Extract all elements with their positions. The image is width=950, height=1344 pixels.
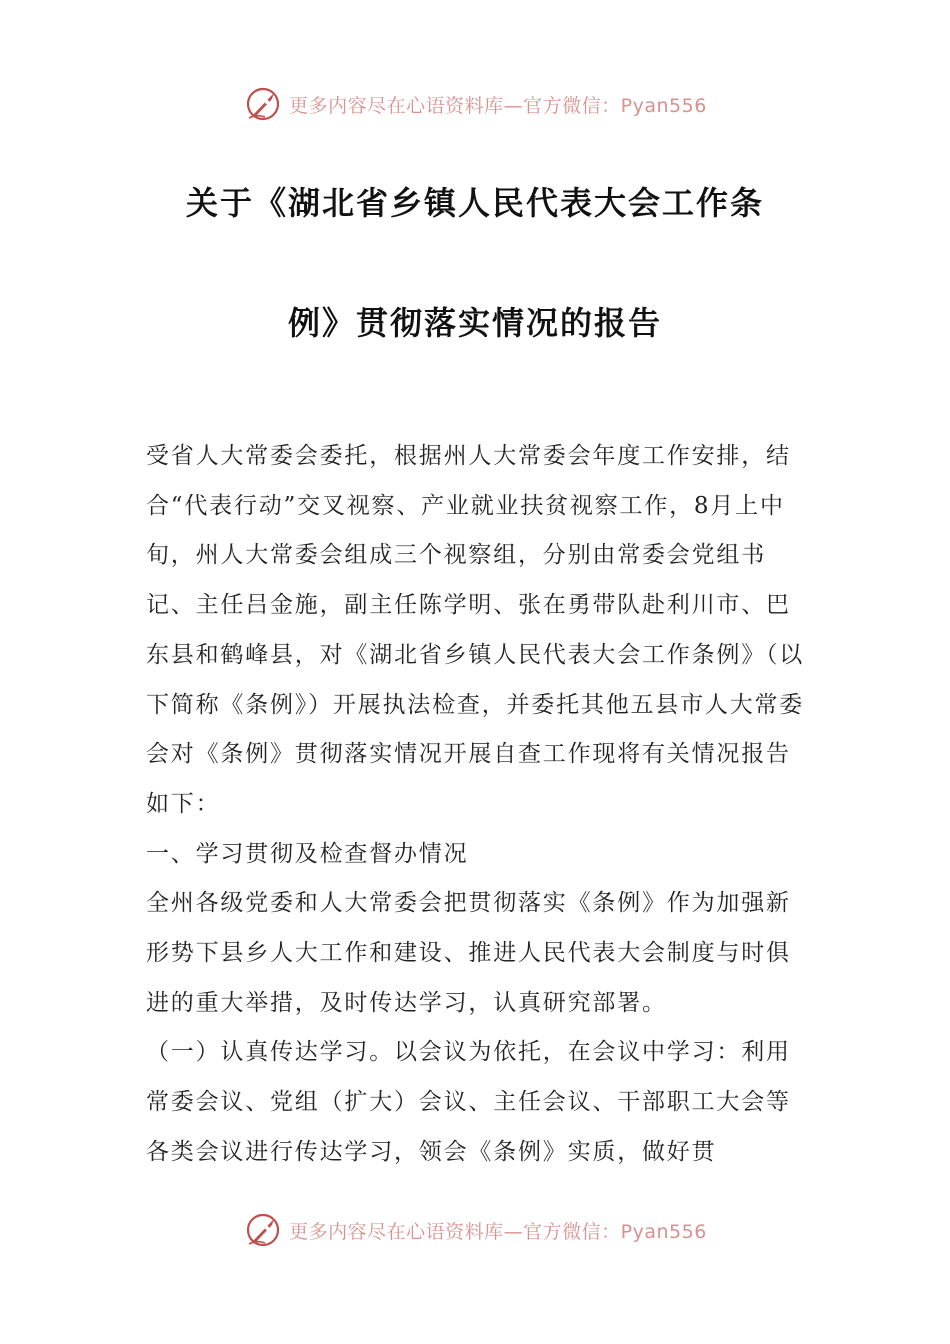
pen-nib-logo-icon <box>243 1210 283 1250</box>
footer-watermark <box>0 1208 950 1252</box>
watermark-text: 更多内容尽在心语资料库—官方微信：Pyan556 <box>289 94 707 117</box>
watermark-text: 更多内容尽在心语资料库—官方微信：Pyan556 <box>289 1220 707 1243</box>
header-watermark <box>0 82 950 126</box>
paragraph-intro: 受省人大常委会委托，根据州人大常委会年度工作安排，结合“代表行动”交叉视察、产业就业扶贫视察工作，8月上中旬，州人大常委会组成三个视察组，分别由常委会党组书记、主任吕金施，副主任陈学明、张在勇带队赴利川市、巴东县和鹤峰县，对《湖北省乡镇人民代表大会工作条例》（以下简称《条例》）开展执法检查，并委托其他五县市人大常委会对《条例》贯彻落实情况开展自查工作现将有关情况报告如下： <box>146 443 805 817</box>
paragraph-section-summary: 全州各级党委和人大常委会把贯彻落实《条例》作为加强新形势下县乡人大工作和建设、推进人民代表大会制度与时俱进的重大举措，及时传达学习，认真研究部署。 <box>146 890 791 1016</box>
document-body <box>146 432 808 1178</box>
pen-nib-logo-icon <box>243 84 283 124</box>
section-heading: 一、学习贯彻及检查督办情况 <box>146 840 469 867</box>
paragraph-item-one: （一）认真传达学习。以会议为依托，在会议中学习：利用常委会议、党组（扩大）会议、主任会议、干部职工大会等各类会议进行传达学习，领会《条例》实质，做好贯 <box>146 1039 791 1165</box>
document-title-line-1: 关于《湖北省乡镇人民代表大会工作条 <box>185 184 764 222</box>
document-title-line-2: 例》贯彻落实情况的报告 <box>287 304 662 342</box>
